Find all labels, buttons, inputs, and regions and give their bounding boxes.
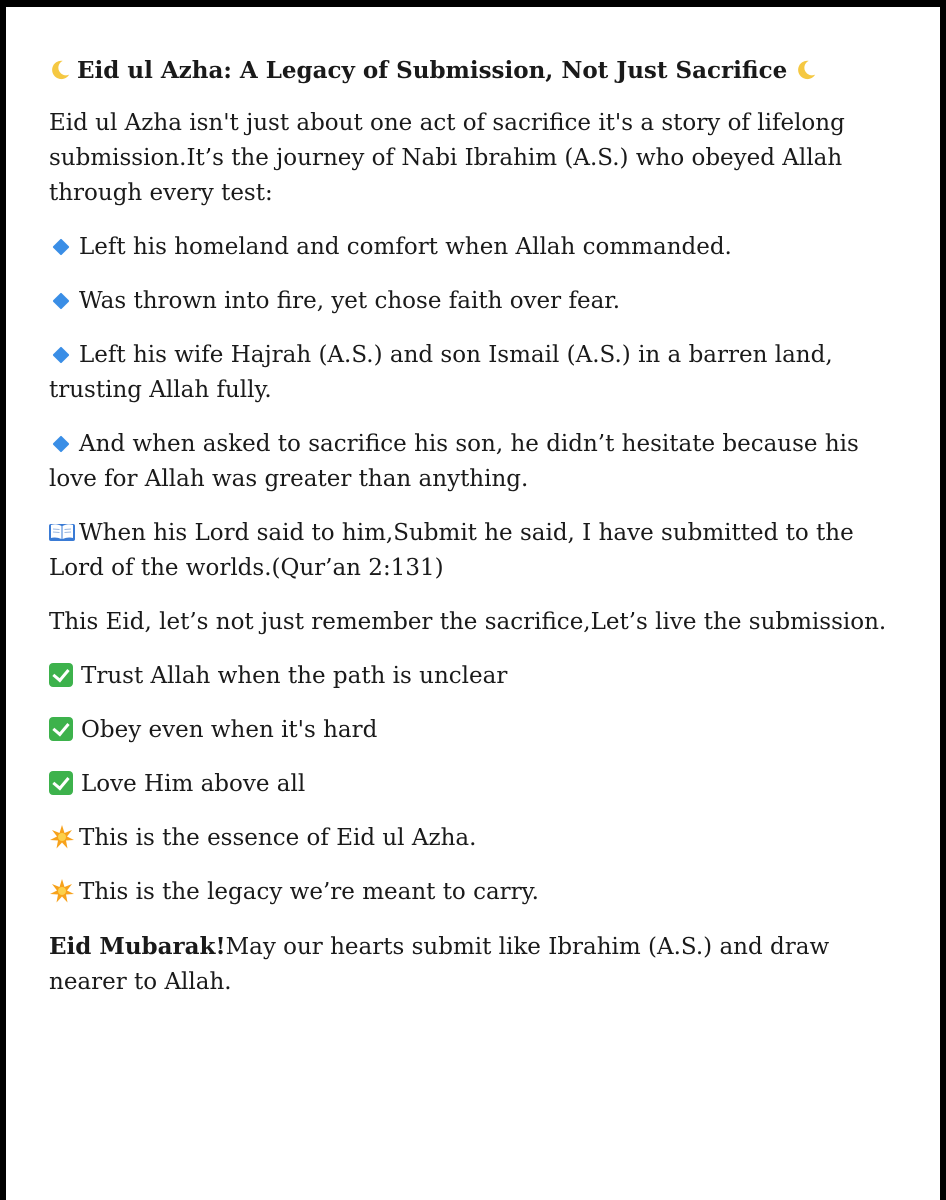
checklist-item	[49, 767, 899, 802]
eid-mubarak-greeting: Eid Mubarak!	[49, 933, 226, 960]
list-item-text: Was thrown into fire, yet chose faith over fear.	[79, 288, 621, 314]
checklist-text: Love Him above all	[81, 771, 306, 797]
crescent-moon-icon	[795, 59, 817, 81]
open-book-icon	[49, 522, 75, 542]
checklist-text: Trust Allah when the path is unclear	[81, 663, 508, 689]
page-title	[49, 53, 899, 88]
blue-diamond-icon	[53, 346, 70, 363]
list-item-text: And when asked to sacrifice his son, he didn’t hesitate because his love for Allah was greater than anything.	[49, 431, 859, 492]
blue-diamond-icon	[53, 435, 70, 452]
essence-text: This is the essence of Eid ul Azha.	[79, 825, 477, 851]
check-mark-icon	[49, 717, 73, 741]
checklist-item	[49, 713, 899, 748]
closing-text: May our hearts submit like Ibrahim (A.S.) and draw nearer to Allah.	[49, 934, 830, 995]
closing-paragraph	[49, 929, 899, 1000]
quote-text: When his Lord said to him,Submit he said, I have submitted to the Lord of the worlds.(Qur’an 2:131)	[49, 520, 854, 581]
document-page	[6, 7, 940, 1200]
check-mark-icon	[49, 771, 73, 795]
quran-quote	[49, 516, 899, 586]
title-text: Eid ul Azha: A Legacy of Submission, Not Just Sacrifice	[77, 57, 788, 84]
blue-diamond-icon	[53, 238, 70, 255]
checklist-item	[49, 659, 899, 694]
list-item-text: Left his wife Hajrah (A.S.) and son Ismail (A.S.) in a barren land, trusting Allah fully.	[49, 342, 833, 403]
essence-text: This is the legacy we’re meant to carry.	[79, 879, 539, 905]
check-mark-icon	[49, 663, 73, 687]
list-item-text: Left his homeland and comfort when Allah commanded.	[79, 234, 732, 260]
blue-diamond-icon	[53, 292, 70, 309]
essence-line	[49, 875, 899, 910]
list-item	[49, 427, 899, 497]
sparkle-star-icon	[49, 878, 75, 904]
list-item	[49, 338, 899, 408]
list-item	[49, 230, 899, 265]
reflection-paragraph: This Eid, let’s not just remember the sacrifice,Let’s live the submission.	[49, 609, 887, 635]
intro-paragraph: Eid ul Azha isn't just about one act of sacrifice it's a story of lifelong submission.It’s the journey of Nabi Ibrahim (A.S.) who obeyed Allah through every test:	[49, 110, 845, 206]
essence-line	[49, 821, 899, 856]
checklist-text: Obey even when it's hard	[81, 717, 378, 743]
post-content	[49, 53, 899, 1019]
crescent-moon-icon	[49, 59, 71, 81]
sparkle-star-icon	[49, 824, 75, 850]
list-item	[49, 284, 899, 319]
